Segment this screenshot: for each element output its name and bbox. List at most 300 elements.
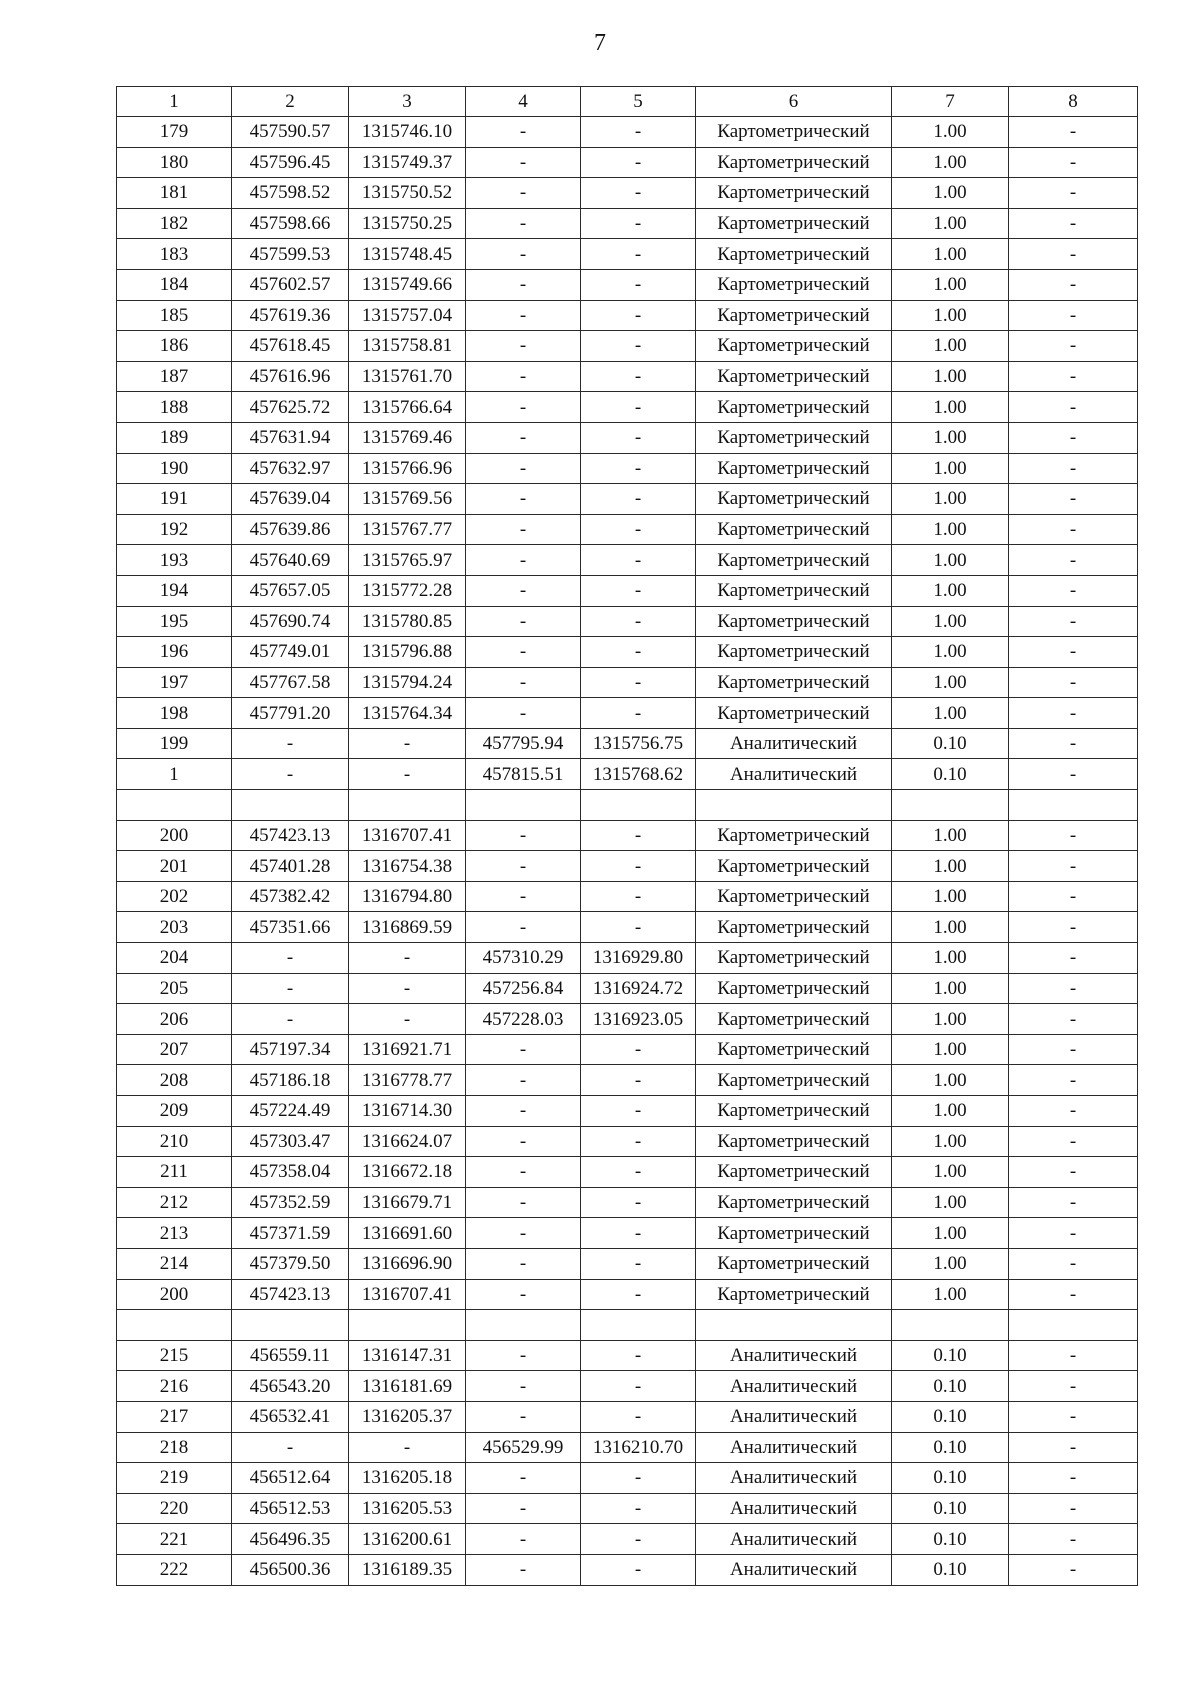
table-cell: 1315767.77 — [349, 514, 466, 545]
table-row — [117, 1340, 1138, 1371]
table-cell: - — [466, 1157, 581, 1188]
table-cell: 1316691.60 — [349, 1218, 466, 1249]
table-cell: - — [581, 820, 696, 851]
table-cell: 221 — [117, 1524, 232, 1555]
table-cell: Картометрический — [696, 239, 892, 270]
table-cell: - — [1009, 851, 1138, 882]
table-cell: - — [466, 361, 581, 392]
table-row — [117, 545, 1138, 576]
table-cell: 457625.72 — [232, 392, 349, 423]
table-cell: - — [1009, 667, 1138, 698]
table-cell: Картометрический — [696, 178, 892, 209]
table-cell: 212 — [117, 1187, 232, 1218]
table-cell: - — [466, 606, 581, 637]
table-cell: 1315780.85 — [349, 606, 466, 637]
table-row — [117, 117, 1138, 148]
table-cell: - — [581, 239, 696, 270]
table-cell: Картометрический — [696, 637, 892, 668]
table-cell — [1009, 790, 1138, 821]
table-cell: Картометрический — [696, 269, 892, 300]
table-cell: Картометрический — [696, 820, 892, 851]
table-cell: - — [1009, 208, 1138, 239]
table-cell: - — [232, 973, 349, 1004]
table-cell: - — [1009, 1463, 1138, 1494]
table-cell: 0.10 — [892, 1432, 1009, 1463]
table-cell: - — [581, 606, 696, 637]
table-cell: Картометрический — [696, 117, 892, 148]
table-cell: 457371.59 — [232, 1218, 349, 1249]
table-cell: - — [581, 545, 696, 576]
table-cell: Картометрический — [696, 1065, 892, 1096]
table-cell: - — [581, 484, 696, 515]
table-cell: - — [581, 1218, 696, 1249]
table-cell: 1315794.24 — [349, 667, 466, 698]
table-cell: Картометрический — [696, 147, 892, 178]
table-cell: Картометрический — [696, 1187, 892, 1218]
table-cell: - — [1009, 117, 1138, 148]
table-cell: - — [581, 453, 696, 484]
table-cell: - — [1009, 1065, 1138, 1096]
table-cell — [1009, 1310, 1138, 1341]
table-cell: 200 — [117, 1279, 232, 1310]
table-row — [117, 178, 1138, 209]
table-cell: - — [466, 1065, 581, 1096]
table-cell: 456500.36 — [232, 1554, 349, 1585]
table-cell: 1.00 — [892, 667, 1009, 698]
table-cell: 457352.59 — [232, 1187, 349, 1218]
table-cell: 186 — [117, 331, 232, 362]
table-cell: 1.00 — [892, 1157, 1009, 1188]
table-cell: 457795.94 — [466, 728, 581, 759]
table-cell: 457815.51 — [466, 759, 581, 790]
table-cell: - — [581, 1157, 696, 1188]
table-cell: 457632.97 — [232, 453, 349, 484]
table-cell: - — [581, 667, 696, 698]
table-cell: 1316696.90 — [349, 1248, 466, 1279]
table-cell: 0.10 — [892, 1524, 1009, 1555]
table-cell: Картометрический — [696, 1034, 892, 1065]
table-cell: - — [1009, 575, 1138, 606]
table-cell: - — [1009, 912, 1138, 943]
table-row — [117, 1157, 1138, 1188]
table-cell: Картометрический — [696, 1126, 892, 1157]
table-cell: Картометрический — [696, 667, 892, 698]
table-cell: - — [581, 1524, 696, 1555]
table-cell: - — [1009, 1524, 1138, 1555]
table-cell: 1.00 — [892, 1248, 1009, 1279]
table-cell: Картометрический — [696, 545, 892, 576]
table-cell: - — [581, 637, 696, 668]
table-cell: 1315748.45 — [349, 239, 466, 270]
table-cell: 1 — [117, 759, 232, 790]
table-cell: 456543.20 — [232, 1371, 349, 1402]
table-cell: 1315749.37 — [349, 147, 466, 178]
table-cell: 0.10 — [892, 1340, 1009, 1371]
table-cell: - — [1009, 514, 1138, 545]
table-cell: - — [581, 1401, 696, 1432]
table-cell: Картометрический — [696, 300, 892, 331]
table-cell: 218 — [117, 1432, 232, 1463]
table-cell: - — [466, 422, 581, 453]
table-cell: 185 — [117, 300, 232, 331]
table-cell: - — [1009, 637, 1138, 668]
table-row — [117, 667, 1138, 698]
table-cell: 457598.52 — [232, 178, 349, 209]
table-cell: 456512.64 — [232, 1463, 349, 1494]
table-cell: - — [581, 1034, 696, 1065]
coordinates-table — [116, 86, 1138, 1586]
table-cell: 456532.41 — [232, 1401, 349, 1432]
table-cell: - — [1009, 728, 1138, 759]
table-cell: 457749.01 — [232, 637, 349, 668]
column-header: 7 — [892, 87, 1009, 117]
table-cell: - — [581, 1371, 696, 1402]
table-cell: 1316147.31 — [349, 1340, 466, 1371]
table-cell: 457599.53 — [232, 239, 349, 270]
table-cell: - — [1009, 606, 1138, 637]
table-cell: 456559.11 — [232, 1340, 349, 1371]
table-row — [117, 575, 1138, 606]
table-cell: 457197.34 — [232, 1034, 349, 1065]
table-cell: - — [581, 1493, 696, 1524]
table-cell: - — [581, 178, 696, 209]
table-cell: 184 — [117, 269, 232, 300]
table-cell: - — [466, 1554, 581, 1585]
table-cell: - — [466, 1493, 581, 1524]
table-cell: - — [466, 698, 581, 729]
table-cell: 1315769.46 — [349, 422, 466, 453]
table-cell: - — [466, 514, 581, 545]
table-cell: - — [581, 1340, 696, 1371]
table-row — [117, 973, 1138, 1004]
column-header: 6 — [696, 87, 892, 117]
table-cell: - — [1009, 1248, 1138, 1279]
table-cell: 1.00 — [892, 698, 1009, 729]
table-cell: - — [1009, 422, 1138, 453]
table-cell: Аналитический — [696, 1371, 892, 1402]
table-cell: Картометрический — [696, 698, 892, 729]
table-cell: Картометрический — [696, 851, 892, 882]
table-cell: 1.00 — [892, 331, 1009, 362]
table-cell: - — [581, 269, 696, 300]
table-cell: - — [466, 178, 581, 209]
table-row — [117, 300, 1138, 331]
table-cell: - — [466, 1096, 581, 1127]
table-cell: 1.00 — [892, 1034, 1009, 1065]
table-separator-row — [117, 1310, 1138, 1341]
table-cell: 188 — [117, 392, 232, 423]
table-cell: 1315769.56 — [349, 484, 466, 515]
table-row — [117, 1126, 1138, 1157]
table-cell: 1316679.71 — [349, 1187, 466, 1218]
table-cell: - — [466, 637, 581, 668]
table-cell: 457619.36 — [232, 300, 349, 331]
table-row — [117, 1065, 1138, 1096]
table-cell — [696, 1310, 892, 1341]
table-row — [117, 1554, 1138, 1585]
table-cell: Картометрический — [696, 1279, 892, 1310]
table-cell: 1.00 — [892, 1065, 1009, 1096]
table-cell: - — [349, 1432, 466, 1463]
table-cell: - — [581, 147, 696, 178]
table-cell: 1.00 — [892, 973, 1009, 1004]
table-cell: 1.00 — [892, 484, 1009, 515]
table-cell: 183 — [117, 239, 232, 270]
table-cell: 222 — [117, 1554, 232, 1585]
table-cell: - — [466, 1279, 581, 1310]
table-cell: 214 — [117, 1248, 232, 1279]
table-cell: 202 — [117, 881, 232, 912]
table-cell — [696, 790, 892, 821]
table-cell: Аналитический — [696, 1493, 892, 1524]
table-cell: Картометрический — [696, 484, 892, 515]
table-cell: - — [1009, 1218, 1138, 1249]
table-row — [117, 1004, 1138, 1035]
table-cell: - — [232, 759, 349, 790]
table-cell: 1.00 — [892, 300, 1009, 331]
table-cell: 457401.28 — [232, 851, 349, 882]
table-cell: 1.00 — [892, 1096, 1009, 1127]
table-row — [117, 484, 1138, 515]
table-cell: 211 — [117, 1157, 232, 1188]
table-cell: - — [466, 300, 581, 331]
table-row — [117, 1401, 1138, 1432]
table-cell — [117, 1310, 232, 1341]
table-cell: Картометрический — [696, 208, 892, 239]
table-cell: - — [1009, 453, 1138, 484]
table-cell: 1.00 — [892, 575, 1009, 606]
table-cell: 1316210.70 — [581, 1432, 696, 1463]
table-row — [117, 637, 1138, 668]
table-cell: 457228.03 — [466, 1004, 581, 1035]
table-cell: 457690.74 — [232, 606, 349, 637]
table-cell: 457618.45 — [232, 331, 349, 362]
table-cell: 457767.58 — [232, 667, 349, 698]
table-row — [117, 1463, 1138, 1494]
table-row — [117, 331, 1138, 362]
table-row — [117, 1524, 1138, 1555]
table-cell: Картометрический — [696, 1157, 892, 1188]
table-cell: 194 — [117, 575, 232, 606]
column-header: 1 — [117, 87, 232, 117]
table-cell: - — [232, 1004, 349, 1035]
table-cell: 0.10 — [892, 1401, 1009, 1432]
table-cell: 1.00 — [892, 1279, 1009, 1310]
table-cell: Картометрический — [696, 1248, 892, 1279]
table-cell: 1315746.10 — [349, 117, 466, 148]
table-row — [117, 1432, 1138, 1463]
table-cell: 1.00 — [892, 1126, 1009, 1157]
table-row — [117, 606, 1138, 637]
table-cell: - — [1009, 1126, 1138, 1157]
table-cell: - — [349, 943, 466, 974]
table-cell: 179 — [117, 117, 232, 148]
table-cell: 1315772.28 — [349, 575, 466, 606]
table-cell: 1.00 — [892, 422, 1009, 453]
table-cell: - — [581, 1554, 696, 1585]
table-cell: 1316754.38 — [349, 851, 466, 882]
table-body — [117, 87, 1138, 1586]
table-cell: 1316189.35 — [349, 1554, 466, 1585]
table-cell: 200 — [117, 820, 232, 851]
table-cell: 0.10 — [892, 1493, 1009, 1524]
column-header: 4 — [466, 87, 581, 117]
table-cell: 457602.57 — [232, 269, 349, 300]
table-cell: - — [1009, 1401, 1138, 1432]
table-cell: - — [466, 1187, 581, 1218]
table-cell: - — [466, 331, 581, 362]
table-cell: - — [466, 484, 581, 515]
table-cell: 193 — [117, 545, 232, 576]
table-cell: 457631.94 — [232, 422, 349, 453]
table-cell: 457657.05 — [232, 575, 349, 606]
table-cell: - — [581, 361, 696, 392]
table-cell: Картометрический — [696, 575, 892, 606]
table-cell: 457598.66 — [232, 208, 349, 239]
table-cell: - — [581, 514, 696, 545]
table-cell: 180 — [117, 147, 232, 178]
table-cell: 0.10 — [892, 728, 1009, 759]
table-cell: Аналитический — [696, 1340, 892, 1371]
table-cell: - — [466, 147, 581, 178]
table-cell: Картометрический — [696, 392, 892, 423]
table-cell: 1316181.69 — [349, 1371, 466, 1402]
table-cell: 1.00 — [892, 912, 1009, 943]
table-cell: Картометрический — [696, 514, 892, 545]
column-header: 3 — [349, 87, 466, 117]
table-cell — [581, 1310, 696, 1341]
table-header-row — [117, 87, 1138, 117]
table-cell: - — [466, 208, 581, 239]
table-separator-row — [117, 790, 1138, 821]
table-cell: 206 — [117, 1004, 232, 1035]
table-row — [117, 759, 1138, 790]
table-cell: - — [466, 117, 581, 148]
table-cell: - — [581, 422, 696, 453]
table-cell: - — [1009, 881, 1138, 912]
table-row — [117, 361, 1138, 392]
table-cell: - — [349, 759, 466, 790]
table-cell: - — [232, 728, 349, 759]
table-cell — [232, 1310, 349, 1341]
table-cell: 457256.84 — [466, 973, 581, 1004]
table-row — [117, 728, 1138, 759]
table-row — [117, 943, 1138, 974]
table-row — [117, 1034, 1138, 1065]
table-cell: 1.00 — [892, 453, 1009, 484]
table-cell: - — [1009, 698, 1138, 729]
table-cell: 209 — [117, 1096, 232, 1127]
table-cell: - — [581, 300, 696, 331]
table-cell: Картометрический — [696, 973, 892, 1004]
table-cell: - — [581, 575, 696, 606]
table-cell: 457596.45 — [232, 147, 349, 178]
table-cell: - — [581, 1463, 696, 1494]
table-cell: - — [581, 851, 696, 882]
table-cell — [232, 790, 349, 821]
table-cell: - — [1009, 269, 1138, 300]
table-cell: - — [1009, 1340, 1138, 1371]
table-cell: - — [1009, 331, 1138, 362]
table-row — [117, 422, 1138, 453]
table-cell: 1.00 — [892, 1004, 1009, 1035]
table-cell: 1316200.61 — [349, 1524, 466, 1555]
table-cell: Аналитический — [696, 1401, 892, 1432]
table-cell: - — [466, 392, 581, 423]
table-cell: - — [581, 117, 696, 148]
table-cell: 220 — [117, 1493, 232, 1524]
table-cell: - — [466, 453, 581, 484]
table-cell: Аналитический — [696, 1432, 892, 1463]
table-cell: - — [232, 1432, 349, 1463]
table-cell: 199 — [117, 728, 232, 759]
table-cell: 1315756.75 — [581, 728, 696, 759]
table-cell: 195 — [117, 606, 232, 637]
table-cell: 1.00 — [892, 239, 1009, 270]
table-cell: 1.00 — [892, 1218, 1009, 1249]
table-cell: - — [1009, 392, 1138, 423]
table-cell: - — [581, 1187, 696, 1218]
table-cell: - — [1009, 1493, 1138, 1524]
table-cell: 1.00 — [892, 147, 1009, 178]
table-row — [117, 698, 1138, 729]
table-row — [117, 1248, 1138, 1279]
table-cell: - — [466, 1371, 581, 1402]
table-cell: - — [581, 208, 696, 239]
table-cell: 457186.18 — [232, 1065, 349, 1096]
table-cell: - — [349, 728, 466, 759]
table-cell: 1316869.59 — [349, 912, 466, 943]
table-cell: - — [581, 1279, 696, 1310]
table-cell: - — [1009, 1432, 1138, 1463]
table-cell: 1316921.71 — [349, 1034, 466, 1065]
table-cell: 1.00 — [892, 606, 1009, 637]
table-cell — [349, 790, 466, 821]
table-row — [117, 912, 1138, 943]
table-cell: 187 — [117, 361, 232, 392]
table-cell: 0.10 — [892, 1371, 1009, 1402]
table-cell: 213 — [117, 1218, 232, 1249]
table-row — [117, 851, 1138, 882]
table-cell: Картометрический — [696, 361, 892, 392]
table-cell: Картометрический — [696, 881, 892, 912]
table-cell: 201 — [117, 851, 232, 882]
table-cell: - — [1009, 1187, 1138, 1218]
table-cell: - — [581, 698, 696, 729]
table-cell: - — [1009, 361, 1138, 392]
table-cell — [892, 790, 1009, 821]
table-cell: Картометрический — [696, 453, 892, 484]
table-cell — [892, 1310, 1009, 1341]
table-cell: 181 — [117, 178, 232, 209]
table-cell: 1315761.70 — [349, 361, 466, 392]
table-cell: 208 — [117, 1065, 232, 1096]
table-cell: Картометрический — [696, 606, 892, 637]
table-cell: - — [1009, 1096, 1138, 1127]
table-cell: 1.00 — [892, 943, 1009, 974]
table-cell: Картометрический — [696, 331, 892, 362]
table-cell: - — [581, 912, 696, 943]
table-cell: 1315758.81 — [349, 331, 466, 362]
table-cell: 1316205.53 — [349, 1493, 466, 1524]
table-row — [117, 208, 1138, 239]
table-cell: - — [1009, 239, 1138, 270]
table-cell: - — [581, 331, 696, 362]
table-cell: 1315766.64 — [349, 392, 466, 423]
table-cell: 216 — [117, 1371, 232, 1402]
table-cell: - — [466, 1248, 581, 1279]
table-cell: 1316923.05 — [581, 1004, 696, 1035]
